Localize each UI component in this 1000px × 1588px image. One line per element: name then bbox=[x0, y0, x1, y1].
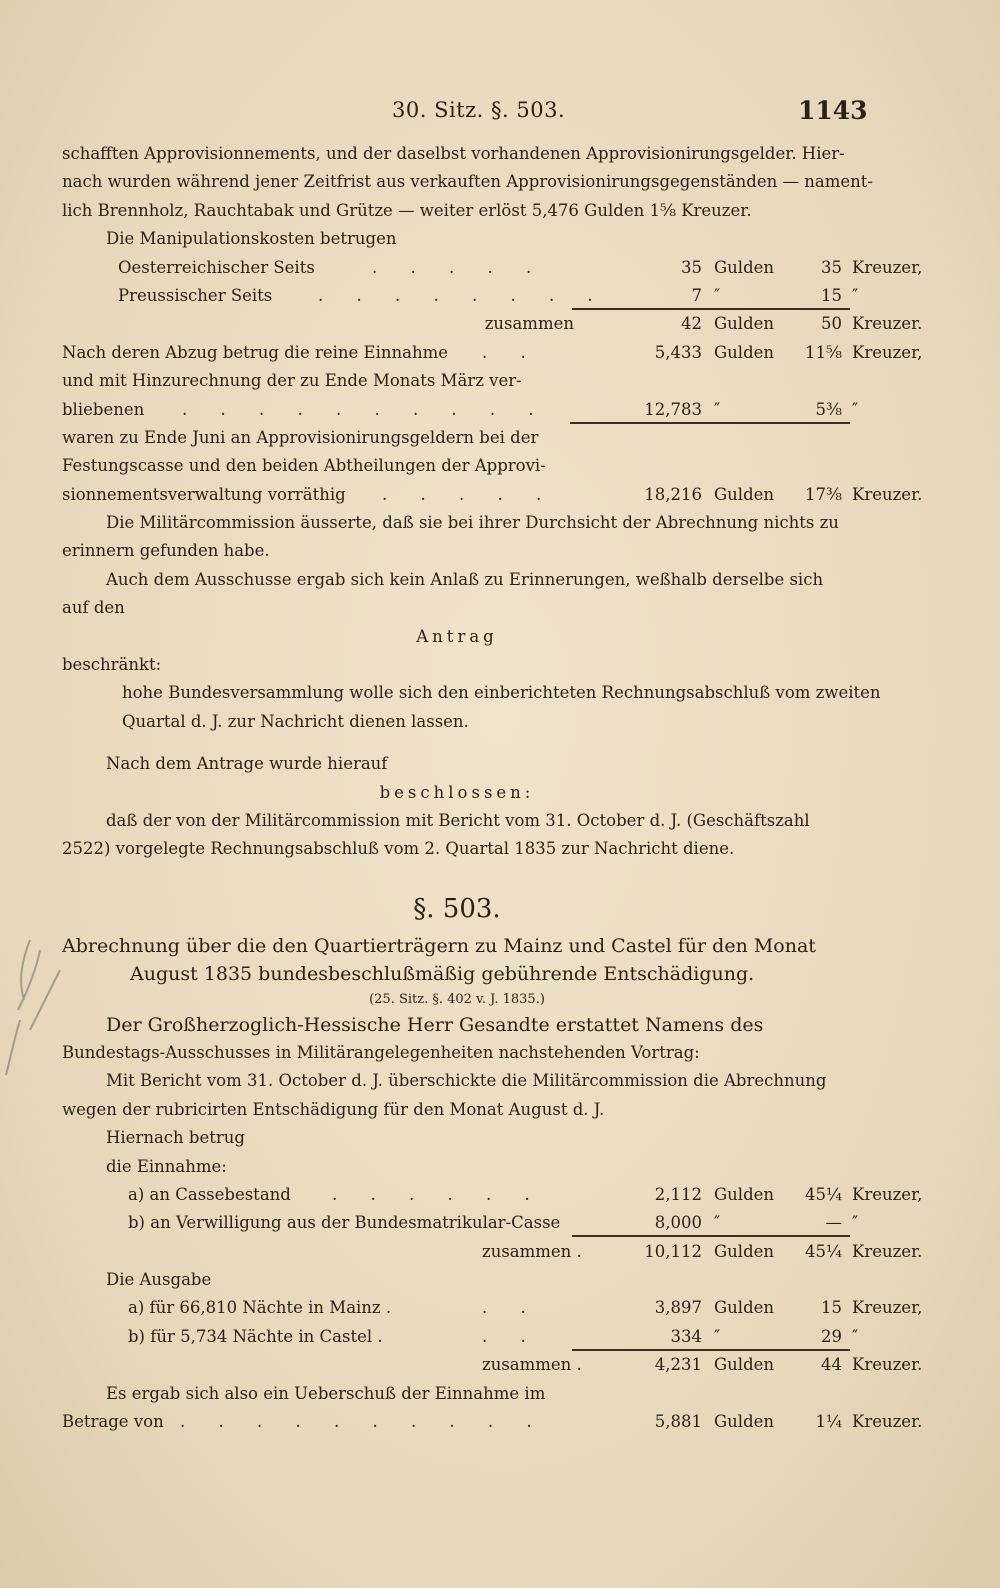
amount-unit: Gulden bbox=[714, 342, 775, 362]
amount-minor: 17⅜ bbox=[805, 484, 842, 504]
page-body bbox=[62, 140, 923, 1436]
text-line: nach wurden während jener Zeitfrist aus verkauften Approvisionirungsgegenständen — nament- bbox=[62, 172, 873, 192]
text-line: wegen der rubricirten Entschädigung für den Monat August d. J. bbox=[62, 1099, 605, 1119]
amount-label: Preussischer Seits bbox=[118, 285, 273, 305]
amount-unit: Gulden bbox=[714, 1241, 775, 1261]
amount-number: 42 bbox=[681, 314, 702, 334]
amount-number: 12,783 bbox=[644, 399, 702, 419]
text-line: Der Großherzoglich-Hessische Herr Gesandte erstattet Namens des bbox=[106, 1013, 764, 1036]
amount-label: Oesterreichischer Seits bbox=[118, 257, 315, 277]
amount-currency: ″ bbox=[852, 399, 859, 419]
amount-label: b) für 5,734 Nächte in Castel . bbox=[128, 1326, 383, 1346]
beschlossen-heading: beschlossen: bbox=[379, 782, 535, 802]
amount-minor: — bbox=[825, 1213, 842, 1233]
amount-minor: 45¼ bbox=[805, 1241, 842, 1261]
text-fragment: bliebenen bbox=[62, 399, 145, 419]
dot-leader: . . . . . bbox=[382, 484, 556, 504]
total-row bbox=[62, 1238, 923, 1266]
running-head: 30. Sitz. §. 503. bbox=[392, 98, 566, 122]
page-header bbox=[0, 98, 1000, 132]
text-line: beschränkt: bbox=[62, 655, 162, 675]
amount-currency: Kreuzer, bbox=[852, 1184, 923, 1204]
section-number: §. 503. bbox=[413, 893, 501, 924]
amount-row bbox=[62, 1209, 859, 1237]
amount-unit: Gulden bbox=[714, 1355, 775, 1375]
amount-number: 5,433 bbox=[654, 342, 702, 362]
amount-currency: Kreuzer. bbox=[852, 1412, 923, 1432]
citation: (25. Sitz. §. 402 v. J. 1835.) bbox=[369, 991, 545, 1007]
amount-row bbox=[62, 339, 923, 367]
dot-leader: . . . . . . bbox=[332, 1184, 544, 1204]
amount-unit: Gulden bbox=[714, 1412, 775, 1432]
amount-row bbox=[62, 1408, 923, 1436]
amount-currency: ″ bbox=[852, 285, 859, 305]
amount-unit: Gulden bbox=[714, 257, 775, 277]
manipulation-intro: Die Manipulationskosten betrugen bbox=[106, 229, 397, 249]
amount-unit: ″ bbox=[714, 1213, 721, 1233]
spacer bbox=[62, 864, 852, 886]
dot-leader: . . . . . . . . . . bbox=[182, 399, 548, 419]
amount-number: 8,000 bbox=[654, 1213, 702, 1233]
text-line: Quartal d. J. zur Nachricht dienen lassen. bbox=[122, 711, 469, 731]
amount-row bbox=[62, 1181, 923, 1209]
amount-row bbox=[62, 282, 859, 310]
total-row bbox=[62, 310, 923, 338]
section-title: Abrechnung über die den Quartierträgern zu Mainz und Castel für den Monat bbox=[62, 934, 816, 957]
amount-minor: 15 bbox=[821, 285, 842, 305]
text-line: Die Ausgabe bbox=[106, 1270, 212, 1290]
text-line: Es ergab sich also ein Ueberschuß der Einnahme im bbox=[106, 1383, 546, 1403]
amount-currency: Kreuzer. bbox=[852, 484, 923, 504]
total-label: zusammen . bbox=[482, 1355, 582, 1375]
amount-minor: 15 bbox=[821, 1298, 842, 1318]
amount-minor: 45¼ bbox=[805, 1184, 842, 1204]
amount-row bbox=[62, 254, 923, 282]
text-line: lich Brennholz, Rauchtabak und Grütze — weiter erlöst 5,476 Gulden 1⅝ Kreuzer. bbox=[62, 200, 752, 220]
total-label: zusammen . bbox=[482, 1241, 582, 1261]
amount-row bbox=[62, 1294, 923, 1322]
amount-number: 7 bbox=[691, 285, 702, 305]
amount-number: 334 bbox=[670, 1326, 702, 1346]
amount-minor: 50 bbox=[821, 314, 842, 334]
text-fragment: Betrage von bbox=[62, 1412, 164, 1432]
amount-number: 3,897 bbox=[654, 1298, 702, 1318]
amount-currency: Kreuzer, bbox=[852, 342, 923, 362]
amount-unit: Gulden bbox=[714, 484, 775, 504]
amount-currency: Kreuzer, bbox=[852, 1298, 923, 1318]
amount-currency: Kreuzer. bbox=[852, 1241, 923, 1261]
spacer bbox=[62, 736, 852, 750]
text-line: daß der von der Militärcommission mit Bericht vom 31. October d. J. (Geschäftszahl bbox=[106, 810, 810, 830]
text-line: waren zu Ende Juni an Approvisionirungsgeldern bei der bbox=[62, 427, 539, 447]
amount-unit: ″ bbox=[714, 285, 721, 305]
amount-number: 18,216 bbox=[644, 484, 702, 504]
amount-minor: 5⅜ bbox=[815, 399, 842, 419]
text-line: Mit Bericht vom 31. October d. J. überschickte die Militärcommission die Abrechnung bbox=[106, 1071, 827, 1091]
text-line: Hiernach betrug bbox=[106, 1128, 245, 1148]
text-line: Die Militärcommission äusserte, daß sie bei ihrer Durchsicht der Abrechnung nichts zu bbox=[106, 513, 839, 533]
amount-number: 35 bbox=[681, 257, 702, 277]
amount-minor: 35 bbox=[821, 257, 842, 277]
amount-number: 2,112 bbox=[654, 1184, 702, 1204]
amount-minor: 11⅝ bbox=[805, 342, 842, 362]
text-line: schafften Approvisionnements, und der daselbst vorhandenen Approvisionirungsgelder. Hier- bbox=[62, 144, 845, 163]
text-fragment: sionnementsverwaltung vorräthig bbox=[62, 484, 346, 504]
amount-minor: 29 bbox=[821, 1326, 842, 1346]
dot-leader: . . . . . . . . . . bbox=[180, 1412, 546, 1432]
amount-label: b) an Verwilligung aus der Bundesmatrikular-Casse bbox=[128, 1213, 561, 1233]
amount-number: 10,112 bbox=[644, 1241, 702, 1261]
dot-leader: . . . . . . . . bbox=[318, 285, 607, 305]
dot-leader: . . bbox=[482, 1298, 540, 1318]
amount-currency: Kreuzer, bbox=[852, 257, 923, 277]
text-line: Nach dem Antrage wurde hierauf bbox=[106, 754, 388, 774]
text-line: auf den bbox=[62, 598, 125, 618]
amount-currency: Kreuzer. bbox=[852, 314, 923, 334]
page-number: 1143 bbox=[798, 96, 868, 125]
amount-minor: 1¼ bbox=[815, 1412, 842, 1432]
amount-unit: ″ bbox=[714, 399, 721, 419]
text-line: Auch dem Ausschusse ergab sich kein Anlaß zu Erinnerungen, weßhalb derselbe sich bbox=[106, 569, 824, 589]
dot-leader: . . bbox=[482, 342, 540, 362]
amount-number: 5,881 bbox=[654, 1412, 702, 1432]
antrag-heading: Antrag bbox=[416, 626, 498, 646]
text-line: Festungscasse und den beiden Abtheilungen der Approvi- bbox=[62, 456, 546, 476]
amount-label: a) an Cassebestand bbox=[128, 1184, 291, 1204]
text-line: und mit Hinzurechnung der zu Ende Monats März ver- bbox=[62, 371, 522, 391]
section-title: August 1835 bundesbeschlußmäßig gebührende Entschädigung. bbox=[130, 963, 755, 986]
amount-row bbox=[62, 396, 859, 424]
total-label: zusammen bbox=[484, 314, 574, 334]
text-line: Bundestags-Ausschusses in Militärangelegenheiten nachstehenden Vortrag: bbox=[62, 1042, 700, 1062]
total-row bbox=[62, 1351, 923, 1379]
amount-currency: ″ bbox=[852, 1213, 859, 1233]
text-line: 2522) vorgelegte Rechnungsabschluß vom 2. Quartal 1835 zur Nachricht diene. bbox=[62, 839, 735, 859]
text-line: hohe Bundesversammlung wolle sich den einberichteten Rechnungsabschluß vom zweiten bbox=[122, 683, 881, 703]
text-line: erinnern gefunden habe. bbox=[62, 541, 270, 561]
amount-row bbox=[62, 1323, 859, 1351]
amount-number: 4,231 bbox=[654, 1355, 702, 1375]
amount-row bbox=[62, 481, 923, 509]
amount-label: a) für 66,810 Nächte in Mainz . bbox=[128, 1298, 392, 1318]
amount-unit: ″ bbox=[714, 1326, 721, 1346]
amount-unit: Gulden bbox=[714, 1184, 775, 1204]
amount-unit: Gulden bbox=[714, 1298, 775, 1318]
text-fragment: Nach deren Abzug betrug die reine Einnahme bbox=[62, 342, 448, 362]
amount-unit: Gulden bbox=[714, 314, 775, 334]
amount-currency: Kreuzer. bbox=[852, 1355, 923, 1375]
amount-currency: ″ bbox=[852, 1326, 859, 1346]
dot-leader: . . . . . bbox=[372, 257, 546, 277]
amount-minor: 44 bbox=[821, 1355, 842, 1375]
dot-leader: . . bbox=[482, 1326, 540, 1346]
text-line: die Einnahme: bbox=[106, 1156, 227, 1176]
